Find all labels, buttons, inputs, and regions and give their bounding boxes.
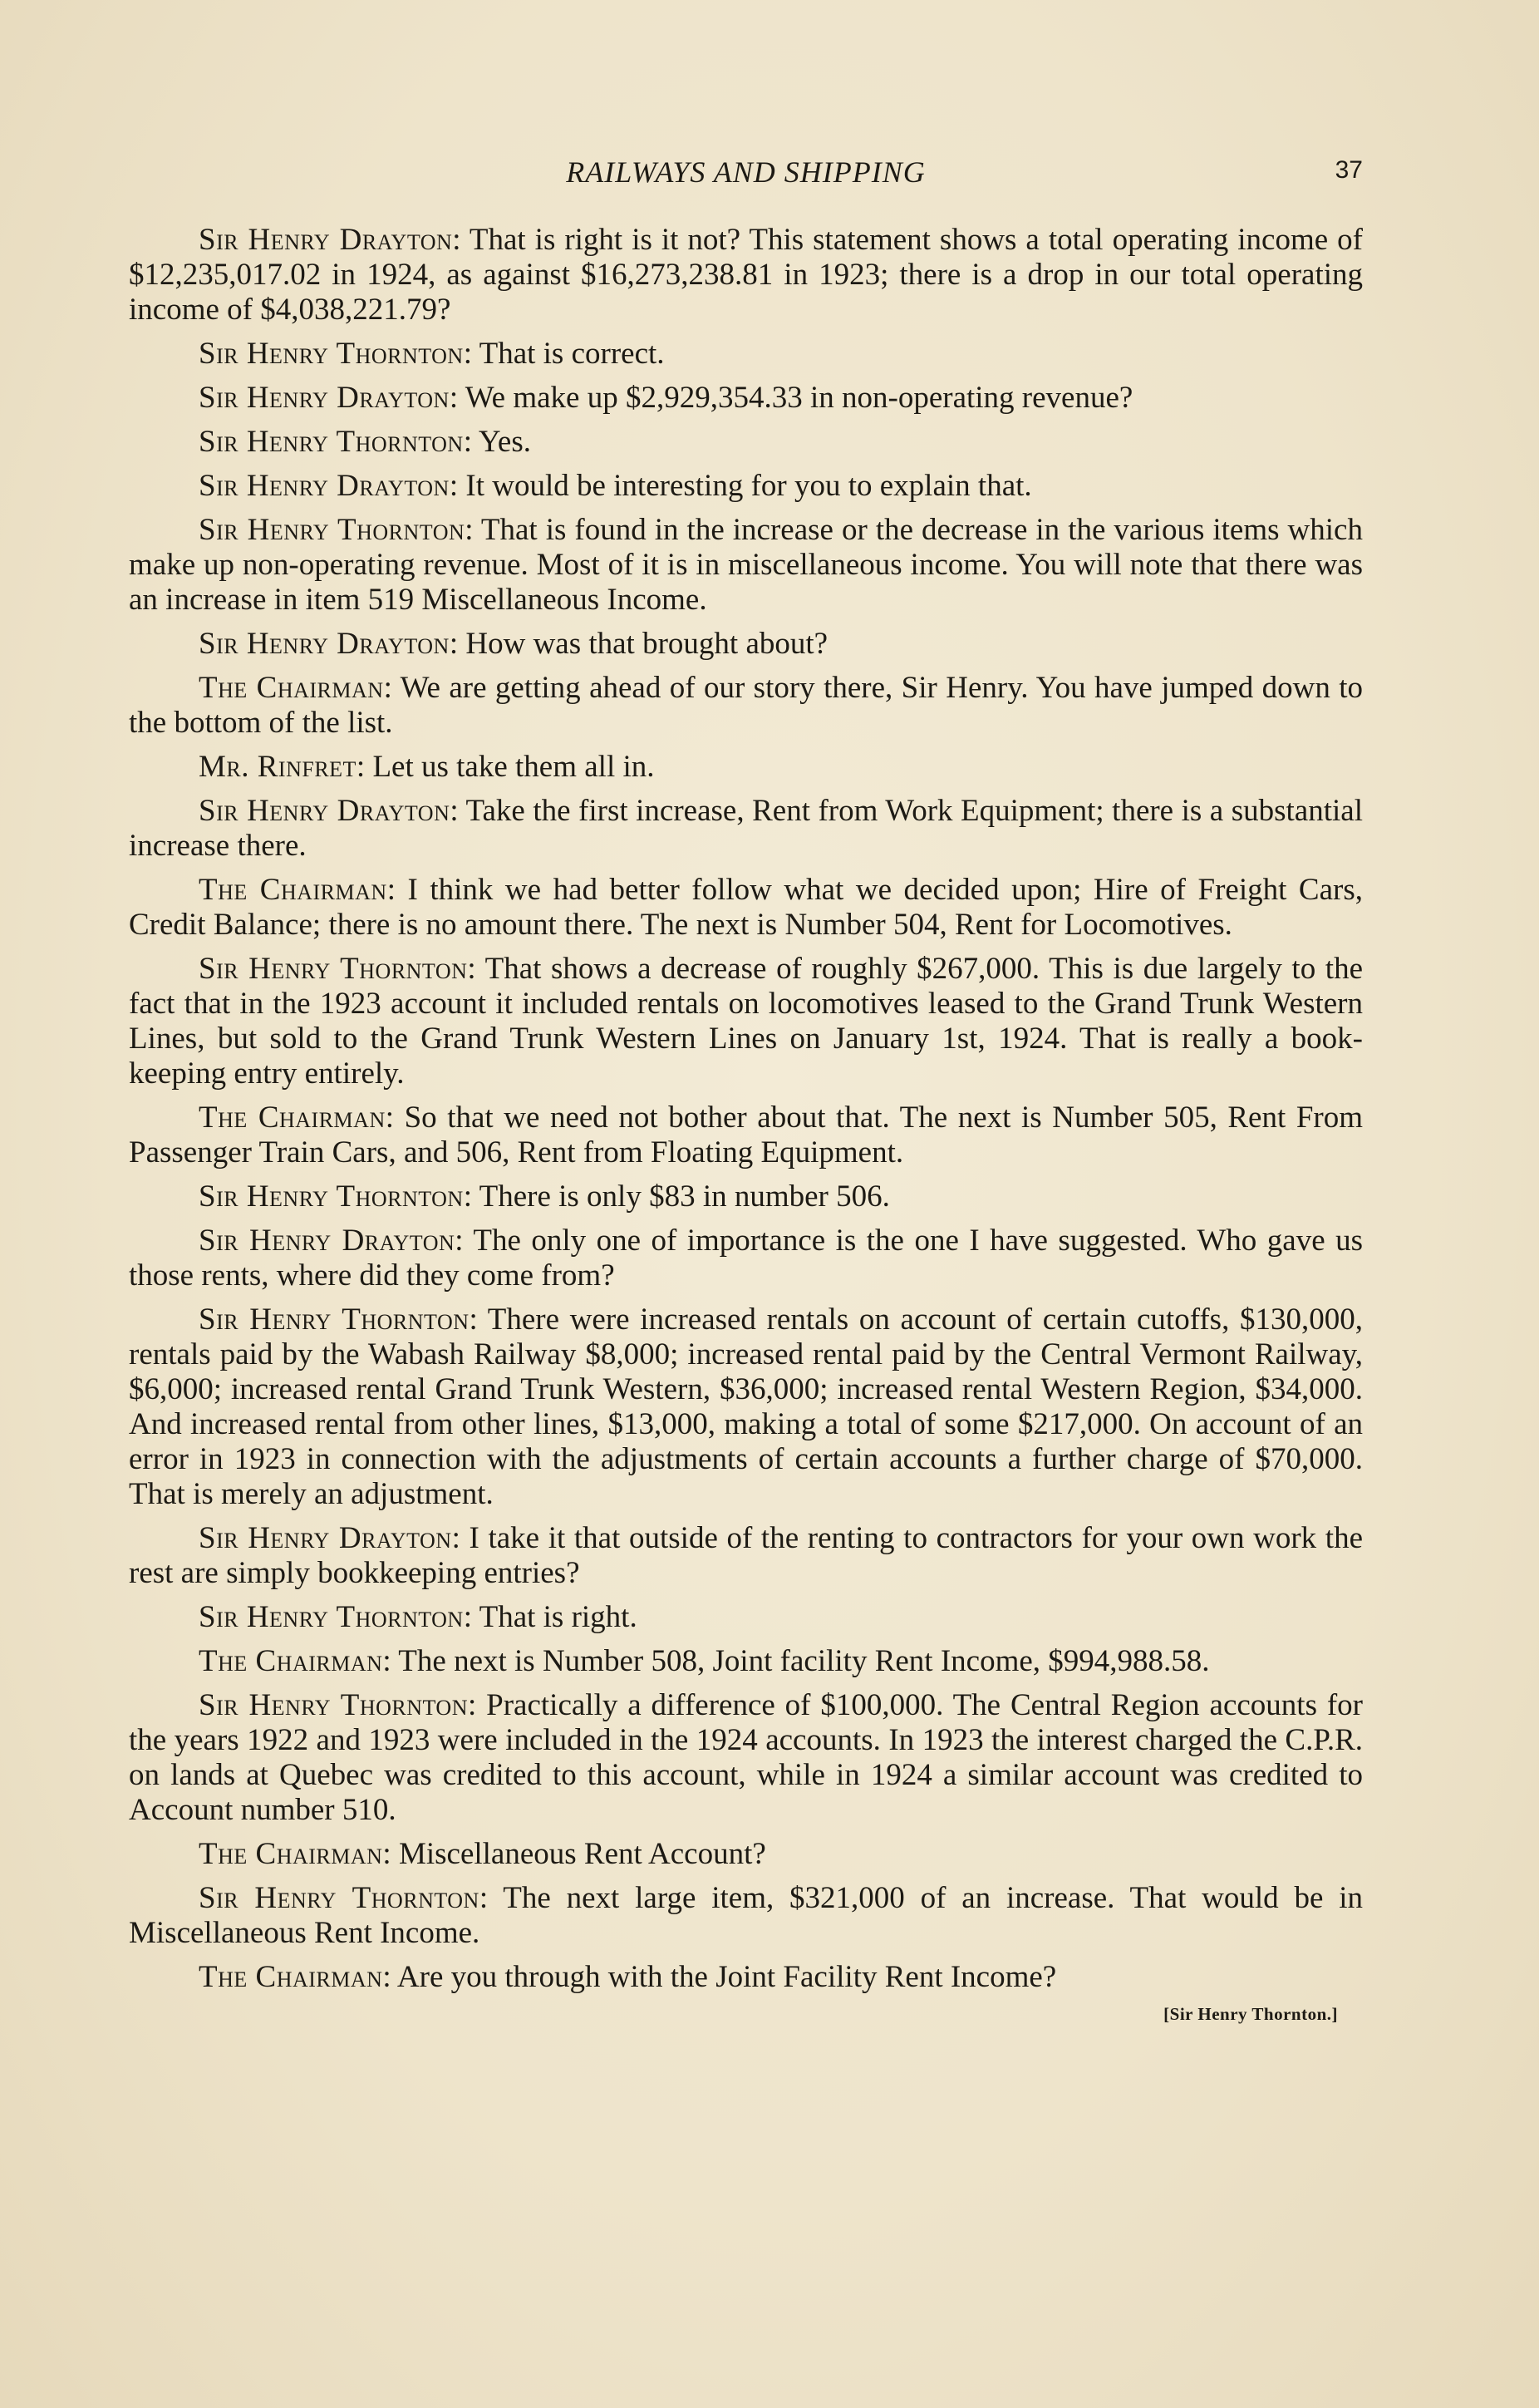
speech-text: How was that brought about? [465, 627, 829, 661]
speech-text: Let us take them all in. [372, 750, 655, 784]
speech-text: Practically a difference of $100,000. The Central Region accounts for the years 1922 and 1923 were included in the 1924 accounts. In 1923 the interest charged the C.P.R. on lands at Quebec was credited to this account, while in 1924 a similar account was credited to Account number 510. [129, 1688, 1363, 1827]
speech-text: We make up $2,929,354.33 in non-operating revenue? [465, 381, 1133, 415]
transcript-paragraph: Sir Henry Thornton: Practically a difference of $100,000. The Central Region accounts for the years 1922 and 1923 were included in the 1924 accounts. In 1923 the interest charged the C.P.R. on lands at Quebec was credited to this account, while in 1924 a similar account was credited to Account number 510. [129, 1688, 1363, 1827]
transcript-paragraph: Sir Henry Thornton: The next large item, $321,000 of an increase. That would be in Miscellaneous Rent Income. [129, 1881, 1363, 1950]
transcript-paragraph: Sir Henry Thornton: That is correct. [199, 337, 665, 371]
speech-text: The only one of importance is the one I have suggested. Who gave us those rents, where did they come from? [129, 1224, 1363, 1293]
speaker-name: The Chairman [199, 671, 384, 705]
speech-text: Take the first increase, Rent from Work Equipment; there is a substantial increase there. [129, 794, 1363, 863]
speech-text: We are getting ahead of our story there, Sir Henry. You have jumped down to the bottom of the list. [129, 671, 1363, 740]
speech-text: That is correct. [479, 337, 665, 371]
speech-text: The next is Number 508, Joint facility Rent Income, $994,988.58. [398, 1644, 1210, 1678]
transcript-paragraph: Sir Henry Thornton: There were increased rentals on account of certain cutoffs, $130,000, rentals paid by the Wabash Railway $8,000; increased rental paid by the Central Vermont Railway, $6,000; increased rental Grand Trunk Western, $36,000; increased rental Western Region, $34,000. And increased rental from other lines, $13,000, making a total of some $217,000. On account of an error in 1923 in connection with the adjustments of certain accounts a further charge of $70,000. That is merely an adjustment. [129, 1302, 1363, 1511]
transcript-paragraph: The Chairman: I think we had better follow what we decided upon; Hire of Freight Cars, Credit Balance; there is no amount there. The next is Number 504, Rent for Locomotives. [129, 873, 1363, 942]
speaker-name: The Chairman [199, 1960, 383, 1994]
speaker-name: Sir Henry Thornton [199, 1302, 470, 1337]
transcript-paragraph: The Chairman: We are getting ahead of our story there, Sir Henry. You have jumped down to the bottom of the list. [129, 671, 1363, 740]
transcript-paragraph: Sir Henry Thornton: That is right. [199, 1600, 637, 1634]
transcript-paragraph: The Chairman: Miscellaneous Rent Account? [199, 1837, 766, 1871]
speech-text: Are you through with the Joint Facility Rent Income? [396, 1960, 1057, 1994]
speech-text: So that we need not bother about that. The next is Number 505, Rent From Passenger Train Cars, and 506, Rent from Floating Equipment. [129, 1101, 1363, 1170]
transcript-body [129, 223, 1363, 2025]
speaker-name: Sir Henry Drayton [199, 381, 450, 415]
speech-text: I take it that outside of the renting to contractors for your own work the rest are simply bookkeeping entries? [129, 1521, 1363, 1590]
speaker-name: The Chairman [199, 1837, 383, 1871]
speaker-name: Mr. Rinfret [199, 750, 356, 784]
speaker-name: Sir Henry Thornton [199, 425, 464, 459]
transcript-paragraph: Sir Henry Thornton: Yes. [199, 425, 531, 459]
speaker-name: Sir Henry Drayton [199, 794, 450, 828]
speaker-name: The Chairman [199, 873, 387, 907]
transcript-paragraph: The Chairman: Are you through with the Joint Facility Rent Income? [199, 1960, 1057, 1994]
transcript-paragraph: The Chairman: So that we need not bother about that. The next is Number 505, Rent From Passenger Train Cars, and 506, Rent from Floating Equipment. [129, 1101, 1363, 1170]
transcript-paragraph: The Chairman: The next is Number 508, Joint facility Rent Income, $994,988.58. [199, 1644, 1210, 1678]
speaker-name: Sir Henry Drayton [199, 469, 450, 503]
transcript-paragraph: Sir Henry Drayton: We make up $2,929,354.33 in non-operating revenue? [199, 381, 1133, 415]
speaker-name: Sir Henry Thornton [199, 952, 468, 986]
speech-text: Yes. [478, 425, 531, 459]
speaker-name: Sir Henry Thornton [199, 1688, 468, 1722]
speech-text: There were increased rentals on account of certain cutoffs, $130,000, rentals paid by the Wabash Railway $8,000; increased rental paid by the Central Vermont Railway, $6,000; increased rental Grand Trunk Western, $36,000; increased rental Western Region, $34,000. And increased rental from other lines, $13,000, making a total of some $217,000. On account of an error in 1923 in connection with the adjustments of certain accounts a further charge of $70,000. That is merely an adjustment. [129, 1302, 1363, 1511]
transcript-paragraph: Sir Henry Drayton: The only one of importance is the one I have suggested. Who gave us those rents, where did they come from? [129, 1224, 1363, 1293]
page-number: 37 [1335, 156, 1363, 184]
speech-text: That shows a decrease of roughly $267,000. This is due largely to the fact that in the 1923 account it included rentals on locomotives leased to the Grand Trunk Western Lines, but sold to the Grand Trunk Western Lines on January 1st, 1924. That is really a book-keeping entry entirely. [129, 952, 1363, 1091]
transcript-paragraph: Mr. Rinfret: Let us take them all in. [199, 750, 655, 784]
transcript-paragraph: Sir Henry Drayton: How was that brought about? [199, 627, 829, 661]
speech-text: There is only $83 in number 506. [479, 1179, 890, 1214]
speaker-name: The Chairman [199, 1101, 386, 1135]
speaker-name: Sir Henry Thornton [199, 1179, 464, 1214]
page-header [129, 155, 1363, 196]
speaker-name: The Chairman [199, 1644, 383, 1678]
speaker-name: Sir Henry Thornton [199, 513, 465, 547]
speaker-name: Sir Henry Drayton [199, 627, 450, 661]
transcript-paragraph: Sir Henry Thornton: There is only $83 in number 506. [199, 1179, 890, 1214]
speech-text: That is found in the increase or the decrease in the various items which make up non-operating revenue. Most of it is in miscellaneous income. You will note that there was an increase in item 519 Miscellaneous Income. [129, 513, 1363, 617]
speaker-name: Sir Henry Drayton [199, 223, 453, 257]
speaker-name: Sir Henry Thornton [199, 337, 464, 371]
speaker-name: Sir Henry Drayton [199, 1521, 452, 1555]
transcript-paragraph: Sir Henry Thornton: That is found in the increase or the decrease in the various items which make up non-operating revenue. Most of it is in miscellaneous income. You will note that there was an increase in item 519 Miscellaneous Income. [129, 513, 1363, 617]
speaker-name: Sir Henry Thornton [199, 1600, 464, 1634]
transcript-paragraph: Sir Henry Drayton: That is right is it not? This statement shows a total operating income of $12,235,017.02 in 1924, as against $16,273,238.81 in 1923; there is a drop in our total operating income of $4,038,221.79? [129, 223, 1363, 327]
transcript-paragraph: Sir Henry Thornton: That shows a decrease of roughly $267,000. This is due largely to the fact that in the 1923 account it included rentals on locomotives leased to the Grand Trunk Western Lines, but sold to the Grand Trunk Western Lines on January 1st, 1924. That is really a book-keeping entry entirely. [129, 952, 1363, 1091]
speech-text: I think we had better follow what we decided upon; Hire of Freight Cars, Credit Balance; there is no amount there. The next is Number 504, Rent for Locomotives. [129, 873, 1363, 942]
running-title: RAILWAYS AND SHIPPING [566, 155, 926, 189]
speaker-name: Sir Henry Drayton [199, 1224, 455, 1258]
speech-text: Miscellaneous Rent Account? [398, 1837, 766, 1871]
transcript-paragraph: Sir Henry Drayton: It would be interesting for you to explain that. [199, 469, 1032, 503]
speech-text: The next large item, $321,000 of an increase. That would be in Miscellaneous Rent Income. [129, 1881, 1363, 1950]
transcript-paragraph: Sir Henry Drayton: Take the first increase, Rent from Work Equipment; there is a substantial increase there. [129, 794, 1363, 863]
speech-text: It would be interesting for you to explain that. [465, 469, 1032, 503]
catchword: [Sir Henry Thornton.] [1163, 2004, 1338, 2024]
transcript-paragraph: Sir Henry Drayton: I take it that outside of the renting to contractors for your own work the rest are simply bookkeeping entries? [129, 1521, 1363, 1590]
speech-text: That is right is it not? This statement shows a total operating income of $12,235,017.02 in 1924, as against $16,273,238.81 in 1923; there is a drop in our total operating income of $4,038,221.79? [129, 223, 1363, 327]
speaker-name: Sir Henry Thornton [199, 1881, 479, 1915]
speech-text: That is right. [479, 1600, 637, 1634]
